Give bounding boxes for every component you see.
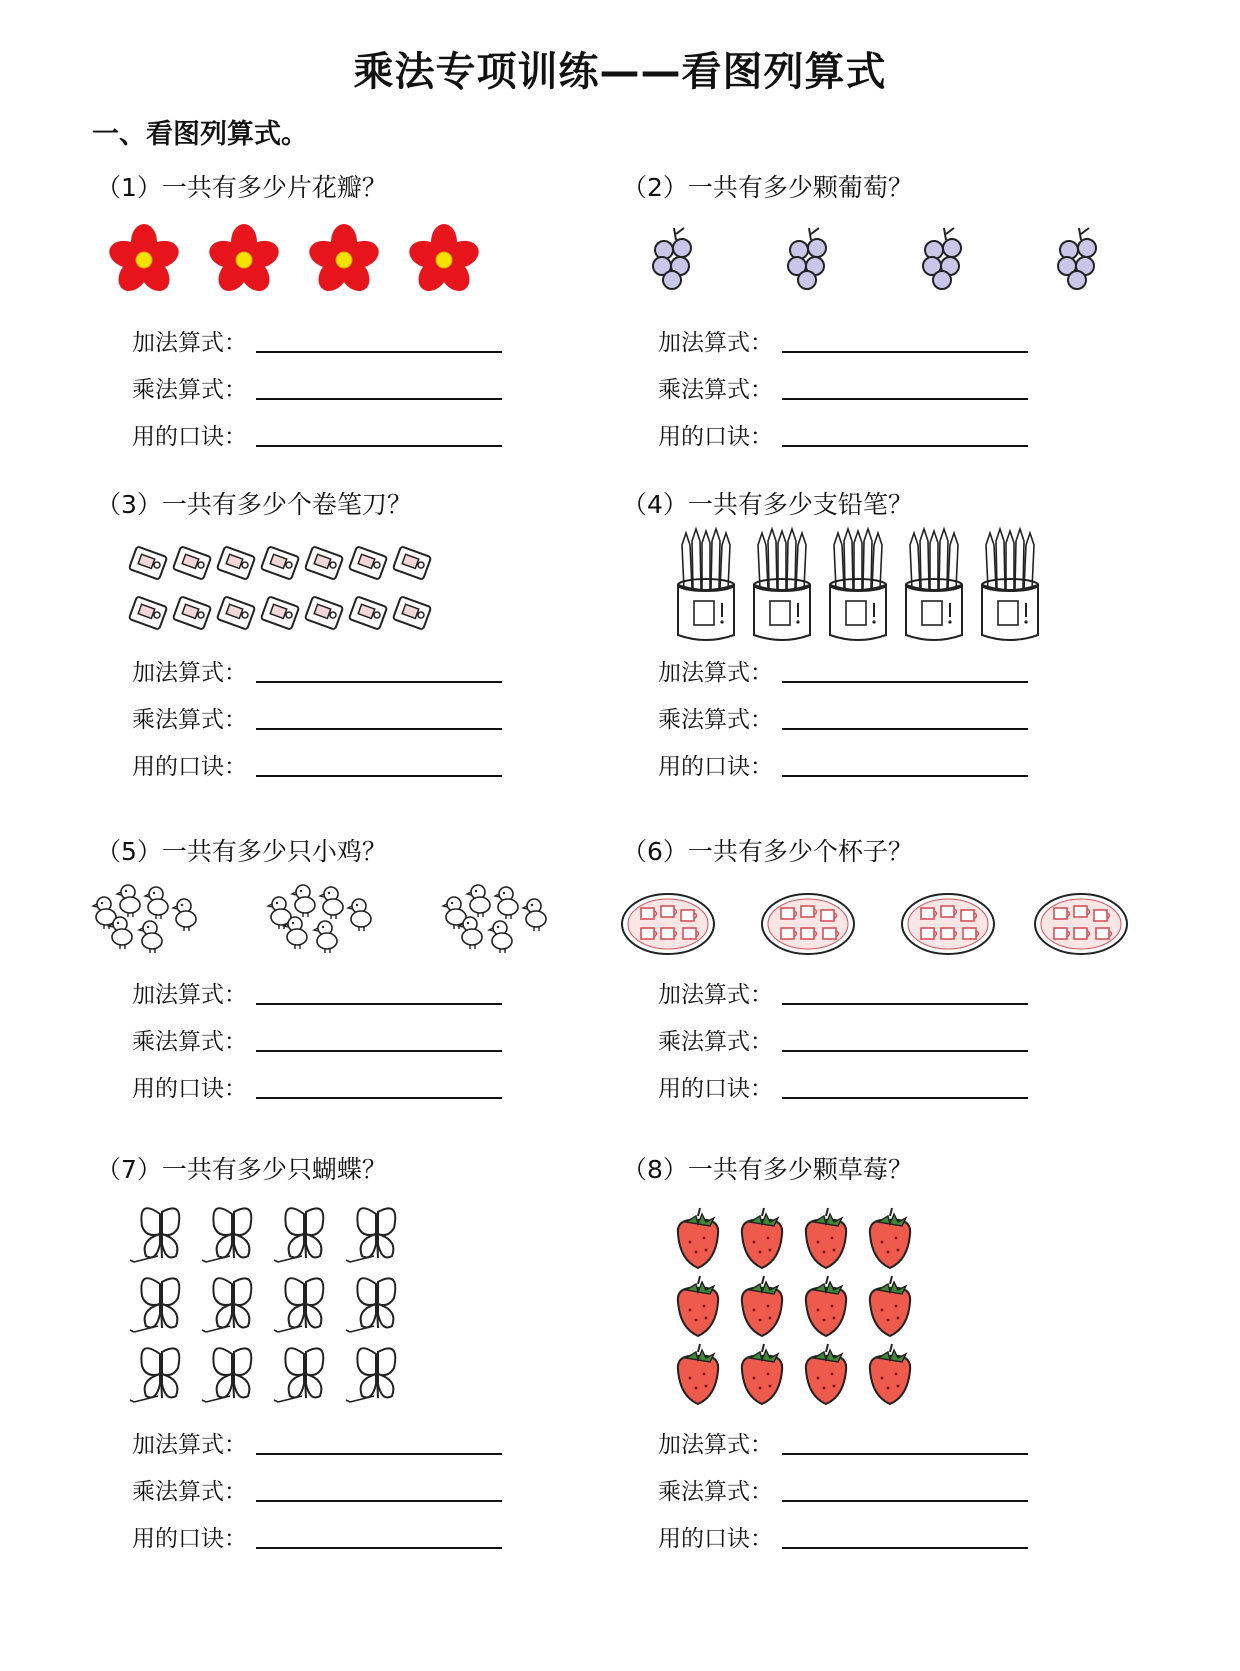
- cup-plate-icon: [762, 894, 854, 954]
- cup-plate-icon: [1035, 894, 1127, 954]
- sharpener-icon: [305, 546, 343, 579]
- butterfly-icon: [202, 1278, 251, 1332]
- problem-question: （6）一共有多少个杯子？: [622, 837, 913, 866]
- problem-4: [622, 485, 1182, 815]
- rhyme-label: 用的口诀：: [658, 754, 773, 780]
- pencil-cup-icon: [906, 529, 962, 640]
- sharpener-icon: [393, 546, 431, 579]
- mul-answer-blank[interactable]: [782, 1026, 1028, 1052]
- rhyme-label: 用的口诀：: [132, 754, 247, 780]
- rhyme-answer-blank[interactable]: [782, 751, 1028, 777]
- sharpener-icon: [129, 546, 167, 579]
- add-answer-blank[interactable]: [256, 327, 502, 353]
- mul-answer-blank[interactable]: [782, 704, 1028, 730]
- strawberry-icon: [806, 1208, 846, 1268]
- strawberry-icon: [806, 1276, 846, 1336]
- rhyme-answer-blank[interactable]: [256, 1523, 502, 1549]
- butterfly-icon: [202, 1348, 251, 1402]
- flower-icon: [406, 224, 483, 297]
- cup-plate-icon: [622, 894, 714, 954]
- grape-icon: [923, 228, 961, 289]
- rhyme-label: 用的口诀：: [658, 1076, 773, 1102]
- problem-5: [96, 832, 656, 1162]
- problem-question: （2）一共有多少颗葡萄？: [622, 173, 913, 202]
- mul-answer-blank[interactable]: [256, 704, 502, 730]
- strawberry-icon: [678, 1208, 718, 1268]
- rhyme-label: 用的口诀：: [658, 1526, 773, 1552]
- add-label: 加法算式：: [658, 660, 773, 686]
- problem-question: （5）一共有多少只小鸡？: [96, 837, 387, 866]
- flowers-picture: [96, 208, 516, 308]
- grape-icon: [1058, 228, 1096, 289]
- mul-label: 乘法算式：: [132, 377, 247, 403]
- add-label: 加法算式：: [132, 982, 247, 1008]
- problem-question: （8）一共有多少颗草莓？: [622, 1155, 913, 1184]
- add-label: 加法算式：: [132, 1432, 247, 1458]
- add-label: 加法算式：: [658, 330, 773, 356]
- problem-question: （3）一共有多少个卷笔刀？: [96, 490, 412, 519]
- sharpener-icon: [217, 546, 255, 579]
- add-answer-blank[interactable]: [782, 979, 1028, 1005]
- strawberry-icon: [678, 1276, 718, 1336]
- grape-icon: [788, 228, 826, 289]
- strawberry-icon: [742, 1276, 782, 1336]
- add-answer-blank[interactable]: [256, 1429, 502, 1455]
- problem-8: [622, 1150, 1182, 1552]
- pencil-cup-icon: [754, 529, 810, 640]
- butterfly-icon: [202, 1208, 251, 1262]
- add-answer-blank[interactable]: [782, 1429, 1028, 1455]
- flower-icon: [206, 224, 283, 297]
- problem-question: （4）一共有多少支铅笔？: [622, 490, 913, 519]
- sharpener-icon: [349, 546, 387, 579]
- strawberry-icon: [742, 1344, 782, 1404]
- sharpener-icon: [305, 596, 343, 629]
- sharpener-icon: [173, 546, 211, 579]
- rhyme-answer-blank[interactable]: [782, 1523, 1028, 1549]
- add-label: 加法算式：: [658, 1432, 773, 1458]
- mul-label: 乘法算式：: [658, 1479, 773, 1505]
- pencil-cup-icon: [830, 529, 886, 640]
- butterfly-icon: [346, 1348, 395, 1402]
- rhyme-answer-blank[interactable]: [256, 751, 502, 777]
- sharpener-icon: [217, 596, 255, 629]
- butterfly-icon: [130, 1278, 179, 1332]
- mul-label: 乘法算式：: [132, 1479, 247, 1505]
- mul-label: 乘法算式：: [132, 1029, 247, 1055]
- cup-plates-picture: [616, 880, 1136, 970]
- chicks-picture: [90, 880, 590, 970]
- butterfly-icon: [130, 1348, 179, 1402]
- strawberry-icon: [870, 1344, 910, 1404]
- rhyme-label: 用的口诀：: [658, 424, 773, 450]
- mul-answer-blank[interactable]: [782, 374, 1028, 400]
- strawberries-picture: [668, 1198, 968, 1418]
- sharpener-icon: [393, 596, 431, 629]
- flower-icon: [306, 224, 383, 297]
- strawberry-icon: [678, 1344, 718, 1404]
- mul-label: 乘法算式：: [658, 377, 773, 403]
- pencil-cup-icon: [678, 529, 734, 640]
- rhyme-answer-blank[interactable]: [256, 421, 502, 447]
- mul-answer-blank[interactable]: [256, 374, 502, 400]
- grape-icon: [653, 228, 691, 289]
- butterfly-icon: [274, 1278, 323, 1332]
- butterflies-picture: [124, 1198, 444, 1418]
- mul-label: 乘法算式：: [132, 707, 247, 733]
- rhyme-label: 用的口诀：: [132, 424, 247, 450]
- mul-label: 乘法算式：: [658, 707, 773, 733]
- mul-answer-blank[interactable]: [256, 1026, 502, 1052]
- section-heading: 一、看图列算式。: [92, 119, 308, 150]
- chick-group-icon: [443, 885, 552, 957]
- page-title: 乘法专项训练——看图列算式: [353, 49, 887, 95]
- pencil-cups-picture: [674, 525, 1094, 645]
- pencil-cup-icon: [982, 529, 1038, 640]
- flower-icon: [106, 224, 183, 297]
- add-label: 加法算式：: [658, 982, 773, 1008]
- sharpener-icon: [349, 596, 387, 629]
- grapes-picture: [622, 208, 1102, 308]
- rhyme-answer-blank[interactable]: [256, 1073, 502, 1099]
- cup-plate-icon: [902, 894, 994, 954]
- rhyme-answer-blank[interactable]: [782, 421, 1028, 447]
- problem-2: [622, 168, 1182, 498]
- add-answer-blank[interactable]: [256, 979, 502, 1005]
- chick-group-icon: [93, 885, 202, 957]
- strawberry-icon: [870, 1208, 910, 1268]
- butterfly-icon: [130, 1208, 179, 1262]
- strawberry-icon: [742, 1208, 782, 1268]
- add-answer-blank[interactable]: [256, 657, 502, 683]
- sharpener-icon: [129, 596, 167, 629]
- rhyme-label: 用的口诀：: [132, 1526, 247, 1552]
- butterfly-icon: [346, 1278, 395, 1332]
- sharpener-icon: [261, 596, 299, 629]
- strawberry-icon: [806, 1344, 846, 1404]
- problem-1: [96, 168, 656, 498]
- problem-6: [622, 832, 1182, 1162]
- add-answer-blank[interactable]: [782, 327, 1028, 353]
- add-label: 加法算式：: [132, 330, 247, 356]
- rhyme-answer-blank[interactable]: [782, 1073, 1028, 1099]
- problem-3: [96, 485, 656, 815]
- butterfly-icon: [274, 1348, 323, 1402]
- sharpener-icon: [173, 596, 211, 629]
- mul-answer-blank[interactable]: [782, 1476, 1028, 1502]
- sharpeners-picture: [126, 537, 466, 647]
- mul-answer-blank[interactable]: [256, 1476, 502, 1502]
- butterfly-icon: [274, 1208, 323, 1262]
- chick-group-icon: [268, 885, 377, 957]
- add-label: 加法算式：: [132, 660, 247, 686]
- problem-question: （7）一共有多少只蝴蝶？: [96, 1155, 387, 1184]
- butterfly-icon: [346, 1208, 395, 1262]
- mul-label: 乘法算式：: [658, 1029, 773, 1055]
- problem-7: [96, 1150, 656, 1552]
- rhyme-label: 用的口诀：: [132, 1076, 247, 1102]
- sharpener-icon: [261, 546, 299, 579]
- add-answer-blank[interactable]: [782, 657, 1028, 683]
- problem-question: （1）一共有多少片花瓣？: [96, 173, 387, 202]
- strawberry-icon: [870, 1276, 910, 1336]
